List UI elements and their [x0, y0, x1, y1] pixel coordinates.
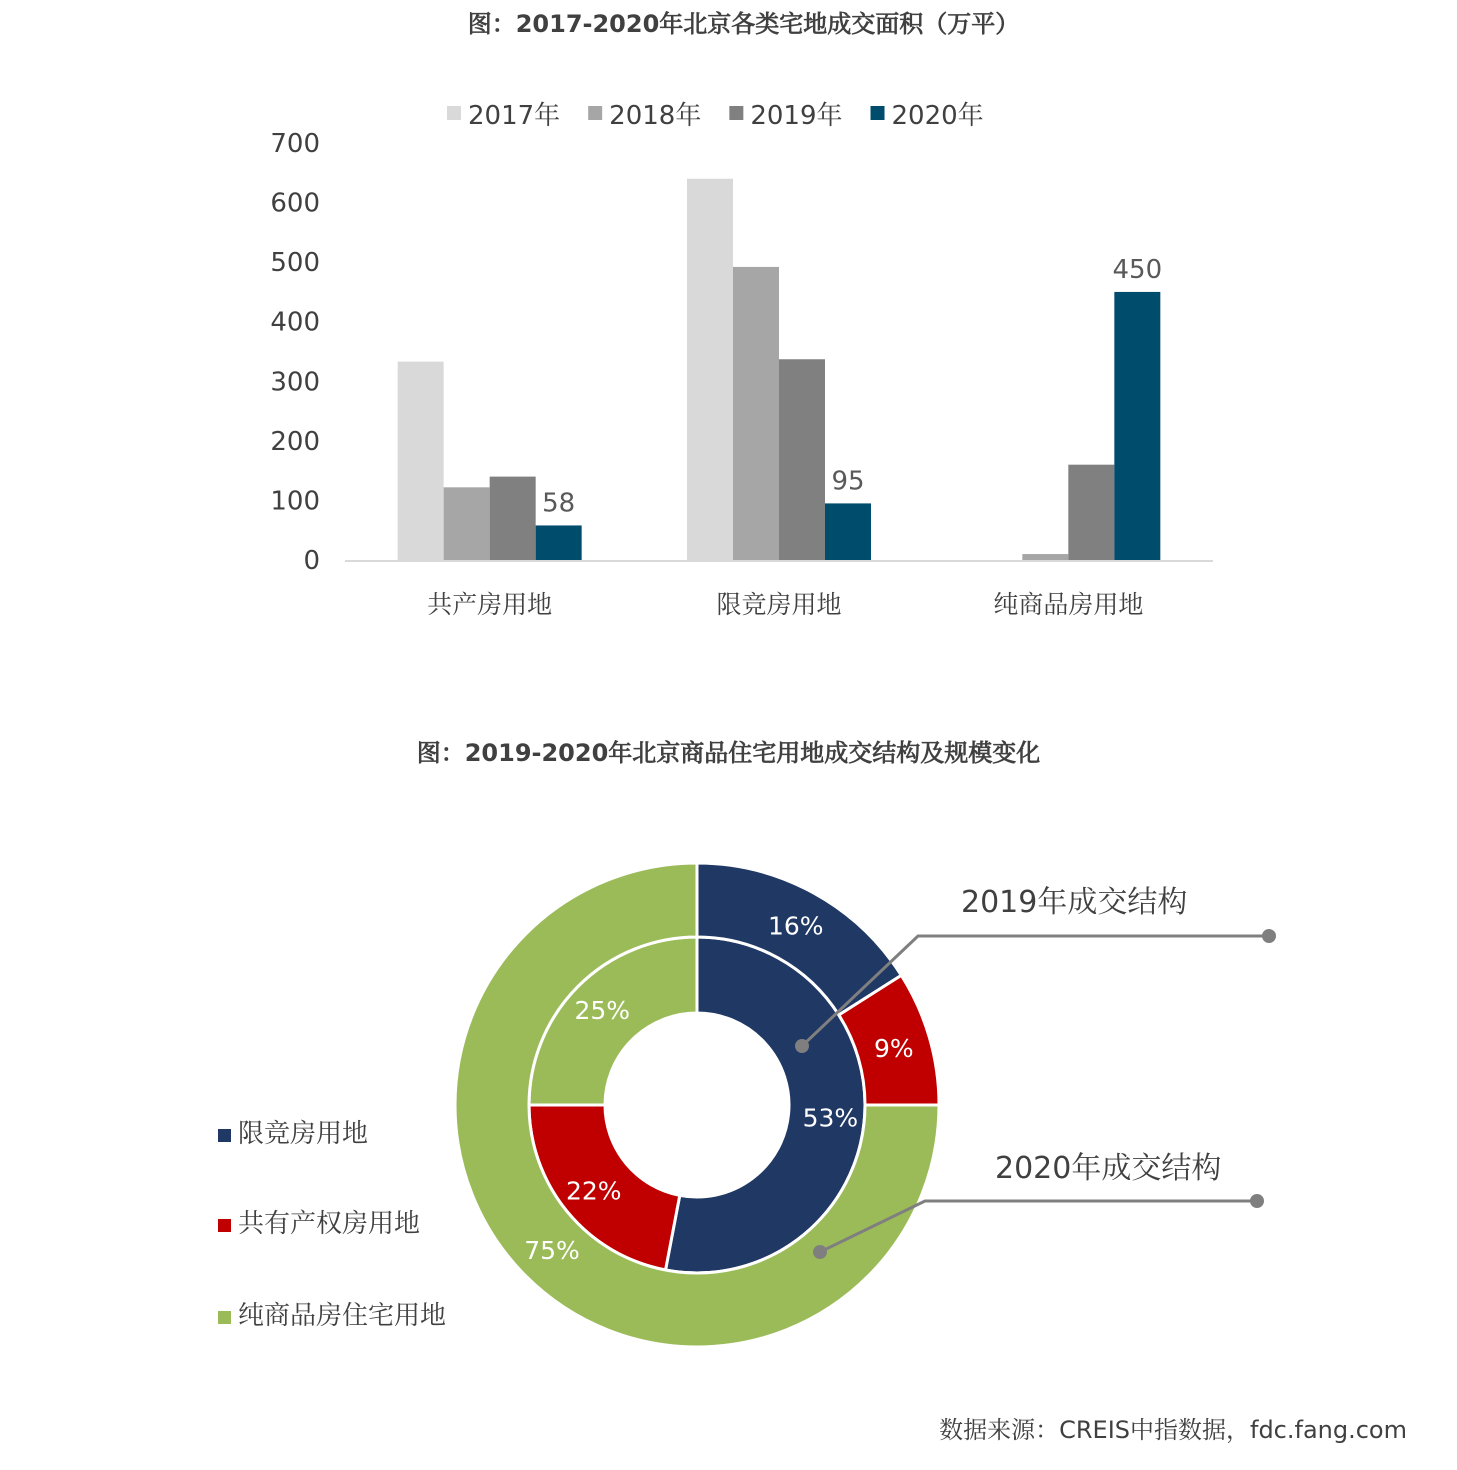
series-label: 2020年成交结构	[995, 1151, 1222, 1186]
y-tick-label: 700	[270, 129, 320, 159]
data-source: 数据来源：CREIS中指数据，fdc.fang.com	[939, 1416, 1407, 1444]
callout-dot	[795, 1039, 809, 1053]
bar-chart-title: 图：2017-2020年北京各类宅地成交面积（万平）	[467, 10, 1020, 38]
legend-swatch	[588, 106, 602, 120]
slice-label: 22%	[565, 1176, 622, 1206]
legend-swatch	[218, 1219, 231, 1232]
y-tick-label: 200	[270, 426, 320, 457]
series-label: 2019年成交结构	[961, 885, 1188, 920]
slice-label: 25%	[574, 996, 631, 1026]
slice-label: 53%	[802, 1103, 859, 1133]
slice-label: 75%	[524, 1235, 580, 1265]
bar	[398, 362, 444, 560]
bar	[687, 179, 733, 560]
donut-chart	[0, 740, 1457, 1440]
y-tick-label: 400	[270, 307, 320, 338]
legend-label: 共有产权房用地	[238, 1209, 421, 1239]
y-tick-label: 0	[303, 546, 320, 576]
legend-swatch	[218, 1129, 231, 1142]
bar	[536, 525, 582, 560]
x-tick-label: 纯商品房用地	[993, 590, 1144, 619]
legend-swatch	[218, 1311, 231, 1324]
bar	[444, 487, 490, 560]
legend-swatch	[447, 106, 461, 120]
legend-swatch	[871, 106, 885, 120]
data-label: 450	[1112, 254, 1163, 285]
y-tick-label: 600	[270, 188, 320, 219]
legend-label: 2018年	[609, 101, 702, 131]
data-label: 58	[542, 488, 576, 519]
x-tick-label: 限竞房用地	[716, 590, 842, 619]
bar	[825, 503, 871, 560]
y-tick-label: 300	[270, 367, 320, 398]
donut-chart-title: 图：2019-2020年北京商品住宅用地成交结构及规模变化	[416, 739, 1041, 767]
bar-chart	[0, 0, 1457, 680]
bar	[779, 359, 825, 560]
slice-label: 9%	[874, 1033, 914, 1063]
bar	[1068, 465, 1114, 560]
y-tick-label: 100	[270, 486, 320, 517]
data-label: 95	[831, 466, 865, 497]
legend-label: 纯商品房住宅用地	[238, 1301, 447, 1331]
bar	[733, 267, 779, 560]
callout-dot	[1250, 1194, 1264, 1208]
legend-swatch	[729, 106, 743, 120]
slice-label: 16%	[767, 911, 824, 941]
bar	[490, 477, 536, 560]
legend-label: 限竞房用地	[238, 1119, 369, 1149]
callout-dot	[1262, 929, 1276, 943]
x-tick-label: 共产房用地	[427, 590, 553, 619]
legend-label: 2020年	[891, 101, 984, 131]
bar	[1022, 554, 1068, 560]
bar	[1114, 292, 1160, 560]
y-tick-label: 500	[270, 248, 320, 279]
callout-dot	[813, 1245, 827, 1259]
legend-label: 2017年	[468, 101, 561, 131]
legend-label: 2019年	[750, 101, 843, 131]
